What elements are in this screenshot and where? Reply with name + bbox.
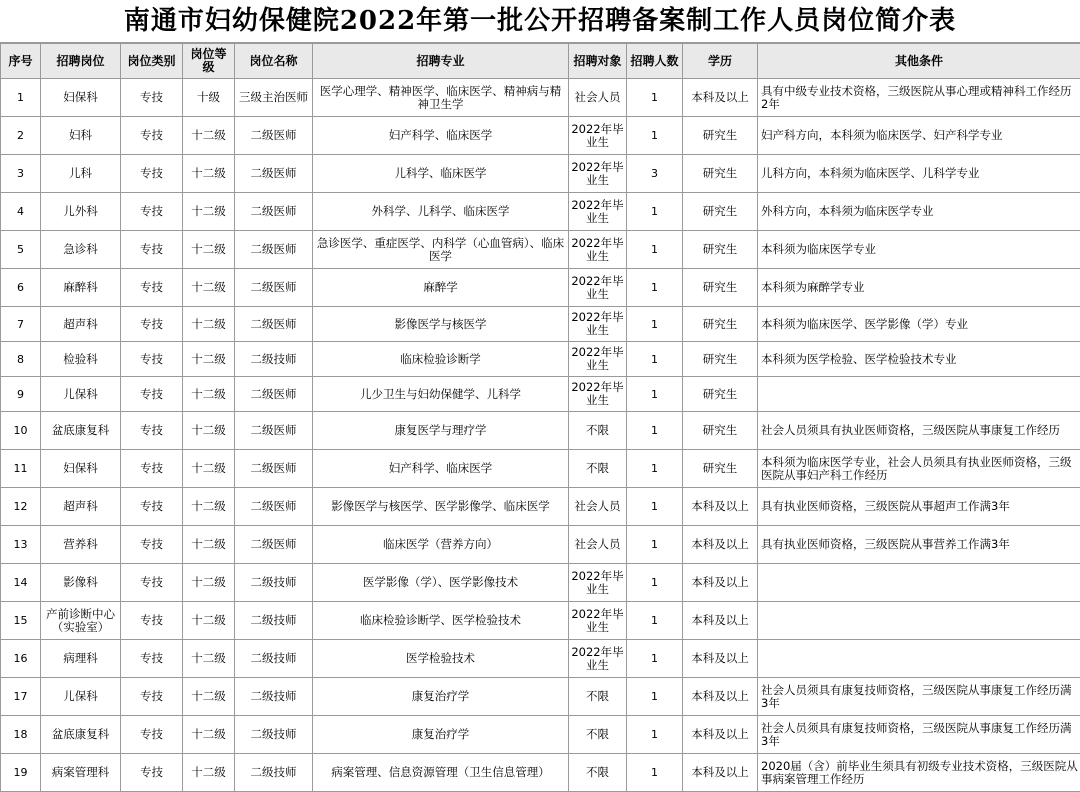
cell-conditions: 社会人员须具有执业医师资格，三级医院从事康复工作经历 [758,412,1080,450]
cell-row-index: 3 [1,155,41,193]
cell-position-name: 二级医师 [235,488,313,526]
cell-category: 专技 [121,754,183,792]
cell-education: 研究生 [683,155,758,193]
cell-conditions: 本科须为麻醉学专业 [758,269,1080,307]
cell-row-index: 13 [1,526,41,564]
cell-count: 3 [627,155,683,193]
cell-count: 1 [627,450,683,488]
cell-category: 专技 [121,488,183,526]
cell-count: 1 [627,564,683,602]
cell-position-name: 二级医师 [235,231,313,269]
column-header: 序号 [1,44,41,79]
table-row [1,526,1080,564]
table-row [1,412,1080,450]
cell-position-name: 二级技师 [235,754,313,792]
cell-position: 妇保科 [41,450,121,488]
cell-grade: 十二级 [183,307,235,342]
cell-count: 1 [627,377,683,412]
cell-target: 不限 [569,678,627,716]
cell-grade: 十二级 [183,678,235,716]
cell-position: 儿外科 [41,193,121,231]
cell-category: 专技 [121,678,183,716]
cell-row-index: 7 [1,307,41,342]
cell-education: 本科及以上 [683,678,758,716]
cell-count: 1 [627,526,683,564]
cell-grade: 十二级 [183,155,235,193]
cell-target: 不限 [569,754,627,792]
cell-row-index: 5 [1,231,41,269]
cell-grade: 十二级 [183,526,235,564]
cell-count: 1 [627,79,683,117]
cell-conditions: 妇产科方向，本科须为临床医学、妇产科学专业 [758,117,1080,155]
cell-position-name: 二级技师 [235,564,313,602]
cell-education: 本科及以上 [683,716,758,754]
column-header: 岗位名称 [235,44,313,79]
cell-count: 1 [627,269,683,307]
cell-category: 专技 [121,342,183,377]
cell-target: 2022年毕业生 [569,564,627,602]
cell-major: 临床医学（营养方向） [313,526,569,564]
cell-position-name: 二级医师 [235,269,313,307]
cell-category: 专技 [121,564,183,602]
cell-count: 1 [627,231,683,269]
cell-major: 临床检验诊断学 [313,342,569,377]
cell-position: 超声科 [41,307,121,342]
column-header: 招聘人数 [627,44,683,79]
cell-row-index: 17 [1,678,41,716]
cell-target: 2022年毕业生 [569,155,627,193]
cell-education: 本科及以上 [683,754,758,792]
cell-education: 研究生 [683,342,758,377]
cell-major: 康复治疗学 [313,716,569,754]
cell-major: 康复治疗学 [313,678,569,716]
cell-position: 妇保科 [41,79,121,117]
cell-major: 临床检验诊断学、医学检验技术 [313,602,569,640]
cell-conditions: 外科方向，本科须为临床医学专业 [758,193,1080,231]
cell-row-index: 8 [1,342,41,377]
cell-category: 专技 [121,412,183,450]
cell-major: 麻醉学 [313,269,569,307]
cell-category: 专技 [121,231,183,269]
cell-grade: 十二级 [183,117,235,155]
cell-position-name: 二级技师 [235,678,313,716]
cell-row-index: 15 [1,602,41,640]
cell-conditions [758,602,1080,640]
cell-row-index: 1 [1,79,41,117]
cell-conditions: 社会人员须具有康复技师资格，三级医院从事康复工作经历满3年 [758,716,1080,754]
cell-position: 营养科 [41,526,121,564]
cell-conditions: 具有中级专业技术资格，三级医院从事心理或精神科工作经历2年 [758,79,1080,117]
cell-target: 2022年毕业生 [569,193,627,231]
cell-position-name: 二级医师 [235,307,313,342]
cell-position-name: 三级主治医师 [235,79,313,117]
cell-count: 1 [627,602,683,640]
cell-target: 不限 [569,716,627,754]
table-row [1,155,1080,193]
cell-major: 急诊医学、重症医学、内科学（心血管病）、临床医学 [313,231,569,269]
cell-conditions: 2020届（含）前毕业生须具有初级专业技术资格，三级医院从事病案管理工作经历 [758,754,1080,792]
cell-row-index: 18 [1,716,41,754]
cell-position-name: 二级医师 [235,193,313,231]
cell-grade: 十二级 [183,269,235,307]
table-row [1,269,1080,307]
cell-category: 专技 [121,155,183,193]
cell-grade: 十二级 [183,602,235,640]
cell-grade: 十二级 [183,412,235,450]
cell-position: 急诊科 [41,231,121,269]
cell-education: 本科及以上 [683,602,758,640]
cell-major: 影像医学与核医学、医学影像学、临床医学 [313,488,569,526]
table-row [1,377,1080,412]
cell-target: 2022年毕业生 [569,307,627,342]
cell-row-index: 16 [1,640,41,678]
cell-major: 医学心理学、精神医学、临床医学、精神病与精神卫生学 [313,79,569,117]
cell-education: 研究生 [683,377,758,412]
table-row [1,640,1080,678]
cell-target: 社会人员 [569,526,627,564]
cell-education: 本科及以上 [683,564,758,602]
table-row [1,117,1080,155]
cell-category: 专技 [121,450,183,488]
column-header: 其他条件 [758,44,1080,79]
cell-education: 研究生 [683,117,758,155]
table-row [1,488,1080,526]
cell-target: 2022年毕业生 [569,117,627,155]
cell-position: 检验科 [41,342,121,377]
cell-education: 本科及以上 [683,488,758,526]
cell-category: 专技 [121,269,183,307]
cell-count: 1 [627,716,683,754]
cell-education: 研究生 [683,269,758,307]
cell-target: 2022年毕业生 [569,231,627,269]
cell-education: 研究生 [683,193,758,231]
cell-position-name: 二级技师 [235,716,313,754]
column-header: 招聘专业 [313,44,569,79]
cell-grade: 十二级 [183,377,235,412]
cell-education: 研究生 [683,412,758,450]
column-header: 岗位等级 [183,44,235,79]
cell-position: 儿保科 [41,678,121,716]
cell-category: 专技 [121,602,183,640]
cell-target: 社会人员 [569,488,627,526]
cell-education: 研究生 [683,231,758,269]
cell-target: 2022年毕业生 [569,377,627,412]
cell-target: 社会人员 [569,79,627,117]
table-header [1,44,1080,79]
cell-major: 儿科学、临床医学 [313,155,569,193]
cell-grade: 十二级 [183,450,235,488]
cell-category: 专技 [121,377,183,412]
table-row [1,678,1080,716]
cell-target: 2022年毕业生 [569,602,627,640]
column-header: 招聘对象 [569,44,627,79]
cell-count: 1 [627,754,683,792]
cell-conditions: 本科须为临床医学专业 [758,231,1080,269]
cell-target: 不限 [569,412,627,450]
column-header: 学历 [683,44,758,79]
cell-grade: 十级 [183,79,235,117]
cell-target: 2022年毕业生 [569,269,627,307]
table-row [1,564,1080,602]
cell-conditions: 本科须为临床医学专业，社会人员须具有执业医师资格，三级医院从事妇产科工作经历 [758,450,1080,488]
cell-education: 本科及以上 [683,79,758,117]
table-row [1,716,1080,754]
cell-position: 妇科 [41,117,121,155]
cell-category: 专技 [121,193,183,231]
cell-grade: 十二级 [183,488,235,526]
cell-position: 超声科 [41,488,121,526]
cell-category: 专技 [121,526,183,564]
table-row [1,231,1080,269]
cell-position: 盆底康复科 [41,716,121,754]
cell-category: 专技 [121,716,183,754]
cell-conditions [758,564,1080,602]
cell-conditions: 本科须为临床医学、医学影像（学）专业 [758,307,1080,342]
table-row [1,79,1080,117]
cell-count: 1 [627,193,683,231]
cell-education: 研究生 [683,307,758,342]
cell-position: 病案管理科 [41,754,121,792]
cell-row-index: 4 [1,193,41,231]
cell-position-name: 二级技师 [235,640,313,678]
cell-row-index: 9 [1,377,41,412]
cell-position: 影像科 [41,564,121,602]
cell-category: 专技 [121,79,183,117]
cell-count: 1 [627,307,683,342]
cell-category: 专技 [121,640,183,678]
cell-position-name: 二级医师 [235,155,313,193]
table-row [1,602,1080,640]
cell-position-name: 二级技师 [235,342,313,377]
cell-major: 儿少卫生与妇幼保健学、儿科学 [313,377,569,412]
cell-target: 2022年毕业生 [569,342,627,377]
cell-major: 病案管理、信息资源管理（卫生信息管理） [313,754,569,792]
cell-target: 2022年毕业生 [569,640,627,678]
cell-major: 康复医学与理疗学 [313,412,569,450]
cell-position: 产前诊断中心（实验室） [41,602,121,640]
recruitment-table [0,43,1080,792]
cell-grade: 十二级 [183,754,235,792]
cell-grade: 十二级 [183,231,235,269]
cell-grade: 十二级 [183,342,235,377]
cell-target: 不限 [569,450,627,488]
cell-conditions [758,377,1080,412]
cell-row-index: 10 [1,412,41,450]
table-row [1,193,1080,231]
cell-conditions: 社会人员须具有康复技师资格，三级医院从事康复工作经历满3年 [758,678,1080,716]
cell-position: 麻醉科 [41,269,121,307]
table-body [1,79,1080,792]
cell-row-index: 12 [1,488,41,526]
cell-position-name: 二级医师 [235,526,313,564]
cell-education: 本科及以上 [683,640,758,678]
cell-position: 盆底康复科 [41,412,121,450]
cell-count: 1 [627,640,683,678]
cell-row-index: 14 [1,564,41,602]
cell-position: 儿保科 [41,377,121,412]
cell-conditions: 具有执业医师资格，三级医院从事营养工作满3年 [758,526,1080,564]
cell-count: 1 [627,117,683,155]
cell-grade: 十二级 [183,716,235,754]
cell-education: 本科及以上 [683,526,758,564]
cell-position: 儿科 [41,155,121,193]
cell-row-index: 19 [1,754,41,792]
cell-count: 1 [627,678,683,716]
cell-grade: 十二级 [183,640,235,678]
table-row [1,754,1080,792]
table-row [1,307,1080,342]
cell-category: 专技 [121,307,183,342]
table-row [1,342,1080,377]
cell-conditions [758,640,1080,678]
cell-count: 1 [627,412,683,450]
table-row [1,450,1080,488]
cell-conditions: 儿科方向，本科须为临床医学、儿科学专业 [758,155,1080,193]
cell-major: 外科学、儿科学、临床医学 [313,193,569,231]
cell-position-name: 二级医师 [235,377,313,412]
cell-position-name: 二级医师 [235,450,313,488]
cell-position-name: 二级医师 [235,117,313,155]
cell-count: 1 [627,488,683,526]
cell-major: 妇产科学、临床医学 [313,450,569,488]
cell-position: 病理科 [41,640,121,678]
cell-grade: 十二级 [183,564,235,602]
cell-category: 专技 [121,117,183,155]
cell-major: 医学影像（学）、医学影像技术 [313,564,569,602]
cell-grade: 十二级 [183,193,235,231]
cell-major: 医学检验技术 [313,640,569,678]
cell-count: 1 [627,342,683,377]
column-header: 招聘岗位 [41,44,121,79]
cell-row-index: 11 [1,450,41,488]
cell-major: 影像医学与核医学 [313,307,569,342]
page-title: 南通市妇幼保健院2022年第一批公开招聘备案制工作人员岗位简介表 [0,0,1080,43]
cell-major: 妇产科学、临床医学 [313,117,569,155]
cell-row-index: 2 [1,117,41,155]
cell-position-name: 二级技师 [235,602,313,640]
cell-education: 研究生 [683,450,758,488]
cell-position-name: 二级医师 [235,412,313,450]
column-header: 岗位类别 [121,44,183,79]
cell-conditions: 具有执业医师资格，三级医院从事超声工作满3年 [758,488,1080,526]
cell-conditions: 本科须为医学检验、医学检验技术专业 [758,342,1080,377]
cell-row-index: 6 [1,269,41,307]
